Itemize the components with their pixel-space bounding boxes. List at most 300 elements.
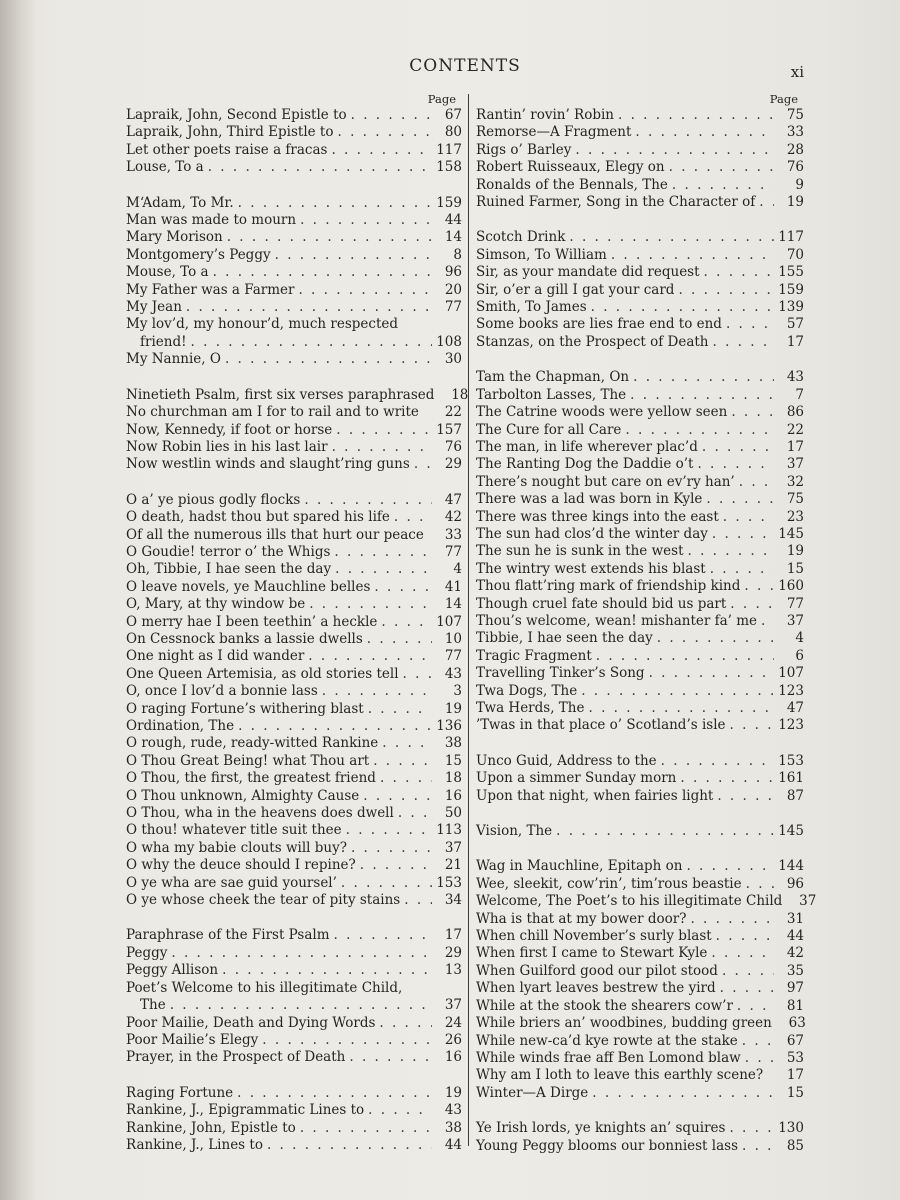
contents-entry	[476, 177, 804, 194]
leader-dots	[394, 805, 432, 822]
entry-page-number: 70	[786, 246, 804, 263]
contents-entry	[476, 264, 804, 281]
entry-title: When chill November’s surly blast	[476, 928, 712, 945]
entry-title: When Guilford good our pilot stood	[476, 962, 718, 979]
contents-entry	[126, 980, 462, 997]
entry-title: While at the stook the shearers cow’r	[476, 997, 733, 1014]
contents-entry	[476, 316, 804, 333]
entry-title: Winter—A Dirge	[476, 1084, 589, 1101]
entry-title: O wha my babie clouts will buy?	[126, 839, 347, 856]
section-gap	[476, 840, 804, 858]
leader-dots	[187, 334, 432, 351]
contents-entry	[476, 596, 804, 613]
contents-entry	[476, 439, 804, 456]
leader-dots	[571, 142, 774, 159]
leader-dots	[684, 543, 775, 560]
contents-entry	[126, 212, 462, 229]
entry-title: Why am I loth to leave this earthly scene?	[476, 1067, 764, 1084]
entry-page-number: 136	[436, 718, 462, 734]
entry-page-number: 17	[786, 1067, 804, 1084]
contents-entry	[126, 1137, 462, 1154]
contents-entry	[126, 229, 462, 246]
entry-title: Poor Mailie’s Elegy	[126, 1031, 259, 1048]
entry-page-number: 96	[444, 264, 462, 281]
entry-title: Peggy	[126, 944, 168, 961]
leader-dots	[300, 492, 432, 509]
entry-title: Scotch Drink	[476, 229, 566, 246]
entry-page-number: 7	[795, 386, 804, 403]
entry-title: O ye whose cheek the tear of pity stains	[126, 892, 401, 909]
entry-title: The Ranting Dog the Daddie o’t	[476, 456, 694, 473]
entry-page-number: 87	[786, 787, 804, 804]
entry-page-number: 18	[451, 386, 469, 403]
contents-entry	[476, 142, 804, 159]
entry-title: M‘Adam, To Mr.	[126, 194, 234, 211]
leader-dots	[741, 1050, 774, 1067]
contents-entry	[476, 107, 804, 124]
contents-entry	[476, 630, 804, 647]
entry-page-number: 44	[786, 928, 804, 945]
leader-dots	[716, 980, 774, 997]
entry-page-number: 157	[436, 421, 462, 438]
entry-title: Now westlin winds and slaught’ring guns	[126, 456, 410, 473]
leader-dots	[331, 561, 432, 578]
leader-dots	[318, 683, 432, 700]
entry-page-number: 37	[444, 839, 462, 856]
entry-page-number: 24	[444, 1014, 462, 1031]
leader-dots	[713, 788, 774, 805]
entry-title: Ordination, The	[126, 718, 235, 734]
entry-page-number: 44	[444, 212, 462, 229]
leader-dots	[552, 823, 774, 840]
entry-page-number: 96	[786, 875, 804, 892]
contents-entry	[476, 124, 804, 141]
entry-page-number: 38	[444, 735, 462, 752]
entry-title: Tam the Chapman, On	[476, 369, 630, 386]
contents-entry	[476, 369, 804, 386]
page-column-label: Page	[769, 92, 798, 106]
contents-entry	[126, 1085, 462, 1102]
contents-entry	[476, 717, 804, 734]
leader-dots	[296, 212, 432, 229]
contents-entry	[126, 544, 462, 561]
entry-title: Upon that night, when fairies light	[476, 787, 714, 804]
contents-entry	[126, 1032, 462, 1049]
entry-page-number: 80	[444, 124, 462, 141]
leader-dots	[233, 1085, 432, 1102]
contents-entry	[126, 334, 462, 351]
entry-title: Wee, sleekit, cow’rin’, tim’rous beastie	[476, 875, 742, 892]
contents-entry	[476, 159, 804, 176]
contents-entry	[126, 614, 462, 631]
entry-page-number: 43	[786, 369, 804, 386]
entry-title: Tarbolton Lasses, The	[476, 386, 627, 403]
leader-dots	[726, 596, 774, 613]
entry-title: Wha is that at my bower door?	[476, 910, 687, 927]
entry-page-number: 76	[444, 438, 462, 455]
leader-dots	[364, 701, 432, 718]
contents-entry	[126, 509, 462, 526]
entry-page-number: 44	[444, 1136, 462, 1153]
contents-entry	[476, 980, 804, 997]
leader-dots	[364, 1102, 432, 1119]
entry-page-number: 75	[786, 491, 804, 508]
entry-page-number: 37	[444, 997, 462, 1014]
entry-title: Travelling Tinker’s Song	[476, 665, 645, 682]
contents-entry	[476, 1015, 804, 1032]
contents-entry	[126, 857, 462, 874]
leader-dots	[221, 351, 432, 368]
entry-page-number: 19	[444, 700, 462, 717]
entry-page-number: 9	[795, 176, 804, 193]
leader-dots	[588, 1085, 774, 1102]
entry-title: Lapraik, John, Third Epistle to	[126, 124, 334, 141]
contents-entry	[476, 282, 804, 299]
contents-entry	[126, 927, 462, 944]
leader-dots	[234, 718, 432, 735]
section-gap	[476, 1102, 804, 1120]
contents-entry	[476, 543, 804, 560]
leader-dots	[356, 857, 432, 874]
contents-entry	[126, 822, 462, 839]
contents-entry	[476, 928, 804, 945]
leader-dots	[587, 299, 774, 316]
contents-entry	[126, 596, 462, 613]
entry-title: O thou! whatever title suit thee	[126, 822, 342, 839]
entry-page-number: 155	[778, 264, 804, 281]
leader-dots	[223, 229, 432, 246]
entry-title: The wintry west extends his blast	[476, 560, 706, 577]
contents-entry	[126, 648, 462, 665]
contents-entry	[126, 527, 462, 544]
entry-page-number: 4	[453, 561, 462, 578]
entry-page-number: 47	[444, 491, 462, 508]
entry-title: Though cruel fate should bid us part	[476, 595, 727, 612]
entry-title: Ronalds of the Bennals, The	[476, 176, 668, 193]
entry-title: My Father was a Farmer	[126, 281, 295, 298]
leader-dots	[234, 195, 432, 212]
entry-title: O, Mary, at thy window be	[126, 596, 306, 613]
entry-title: The sun he is sunk in the west	[476, 543, 684, 560]
leader-dots	[305, 596, 432, 613]
entry-page-number: 77	[444, 299, 462, 316]
entry-title: When lyart leaves bestrew the yird	[476, 980, 716, 997]
entry-page-number: 153	[778, 752, 804, 769]
entry-page-number: 30	[444, 351, 462, 368]
entry-title: Poet’s Welcome to his illegitimate Child,	[126, 979, 403, 996]
contents-entry	[476, 1050, 804, 1067]
leader-dots	[645, 665, 774, 682]
leader-dots	[742, 876, 774, 893]
page-folio: xi	[790, 63, 804, 81]
contents-entry	[476, 1085, 804, 1102]
entry-page-number: 20	[444, 281, 462, 298]
leader-dots	[719, 509, 774, 526]
leader-dots	[258, 1032, 432, 1049]
leader-dots	[757, 613, 774, 630]
leader-dots	[665, 159, 774, 176]
contents-entry	[126, 701, 462, 718]
contents-entry	[126, 770, 462, 787]
entry-title: Welcome, The Poet’s to his illegitimate Child	[476, 893, 783, 910]
entry-title: Vision, The	[476, 823, 553, 840]
leader-dots	[204, 159, 432, 176]
entry-page-number: 86	[786, 404, 804, 421]
leader-dots	[718, 963, 774, 980]
entry-title: O why the deuce should I repine?	[126, 857, 356, 874]
leader-dots	[722, 316, 774, 333]
entry-title: While new-ca’d kye rowte at the stake	[476, 1032, 738, 1049]
entry-title: Remorse—A Fragment	[476, 124, 632, 141]
leader-dots	[621, 422, 774, 439]
contents-entry	[476, 578, 804, 595]
entry-page-number: 3	[453, 683, 462, 700]
entry-title: Simson, To William	[476, 246, 607, 263]
entry-page-number: 145	[778, 525, 804, 542]
entry-title: Poor Mailie, Death and Dying Words	[126, 1014, 376, 1031]
leader-dots	[263, 1137, 432, 1154]
entry-page-number: 67	[444, 107, 462, 123]
entry-title: While winds frae aff Ben Lomond blaw	[476, 1049, 741, 1066]
leader-dots	[629, 369, 774, 386]
entry-title: The	[140, 997, 166, 1014]
contents-entry	[476, 1067, 804, 1084]
entry-title: Stanzas, on the Prospect of Death	[476, 333, 709, 350]
leader-dots	[626, 387, 774, 404]
leader-dots	[653, 630, 774, 647]
entry-page-number: 29	[444, 944, 462, 961]
entry-page-number: 13	[444, 962, 462, 979]
entry-title: Smith, To James	[476, 299, 587, 316]
entry-page-number: 77	[786, 595, 804, 612]
entry-title: friend!	[140, 333, 187, 350]
contents-entry	[126, 1102, 462, 1119]
entry-page-number: 47	[786, 700, 804, 716]
entry-page-number: 16	[444, 1049, 462, 1066]
entry-title: Young Peggy blooms our bonniest lass	[476, 1137, 738, 1154]
entry-page-number: 17	[786, 333, 804, 350]
entry-page-number: 130	[778, 1120, 804, 1137]
entry-title: Wag in Mauchline, Epitaph on	[476, 858, 683, 875]
leader-dots	[682, 858, 774, 875]
entry-title: There was a lad was born in Kyle	[476, 491, 703, 508]
contents-entry	[476, 229, 804, 246]
page-title: CONTENTS	[409, 56, 521, 76]
entry-page-number: 19	[786, 194, 804, 211]
entry-page-number: 153	[436, 874, 462, 891]
contents-entry	[476, 1120, 804, 1137]
leader-dots	[337, 875, 432, 892]
leader-dots	[577, 683, 774, 700]
contents-entry	[476, 858, 804, 875]
entry-title: The Catrine woods were yellow seen	[476, 404, 728, 421]
contents-entry	[476, 683, 804, 700]
entry-title: My lov’d, my honour’d, much respected	[126, 316, 399, 333]
leader-dots	[332, 422, 432, 439]
contents-entry	[126, 299, 462, 316]
contents-entry	[476, 561, 804, 578]
entry-title: On Cessnock banks a lassie dwells	[126, 630, 363, 647]
contents-entry	[476, 299, 804, 316]
binding-gutter	[0, 0, 36, 1200]
entry-page-number: 63	[788, 1015, 806, 1032]
entry-title: Man was made to mourn	[126, 212, 297, 229]
contents-entry	[126, 945, 462, 962]
page-column-label: Page	[427, 92, 456, 106]
contents-entry	[126, 404, 462, 421]
entry-title: Robert Ruisseaux, Elegy on	[476, 159, 665, 176]
leader-dots	[375, 1015, 432, 1032]
contents-entry	[126, 666, 462, 683]
entry-title: Sir, o’er a gill I gat your card	[476, 281, 675, 298]
entry-page-number: 37	[786, 612, 804, 629]
contents-entry	[126, 264, 462, 281]
entry-page-number: 18	[444, 770, 462, 787]
contents-entry	[126, 422, 462, 439]
entry-title: Louse, To a	[126, 159, 204, 176]
leader-dots	[327, 142, 432, 159]
contents-entry	[126, 683, 462, 700]
entry-page-number: 67	[786, 1032, 804, 1049]
entry-title: Thou flatt’ring mark of friendship kind	[476, 578, 741, 595]
leader-dots	[668, 177, 774, 194]
entry-page-number: 77	[444, 648, 462, 665]
entry-page-number: 97	[786, 980, 804, 997]
leader-dots	[727, 404, 774, 421]
contents-entry	[476, 247, 804, 264]
contents-entry	[126, 875, 462, 892]
entry-page-number: 139	[778, 299, 804, 316]
entry-page-number: 33	[786, 124, 804, 141]
leader-dots	[738, 1033, 774, 1050]
entry-title: When first I came to Stewart Kyle	[476, 945, 708, 962]
contents-entry	[126, 492, 462, 509]
entry-page-number: 42	[786, 945, 804, 962]
contents-entry	[126, 456, 462, 473]
entry-title: Mary Morison	[126, 229, 223, 246]
entry-title: Some books are lies frae end to end	[476, 316, 722, 333]
contents-entry	[476, 770, 804, 787]
column-divider	[468, 94, 469, 1146]
entry-title: Ruined Farmer, Song in the Character of	[476, 194, 756, 211]
leader-dots	[166, 997, 432, 1014]
leader-dots	[725, 1120, 774, 1137]
entry-title: O a’ ye pious godly flocks	[126, 491, 301, 508]
leader-dots	[296, 1120, 432, 1137]
entry-page-number: 4	[795, 630, 804, 647]
leader-dots	[399, 666, 432, 683]
leader-dots	[378, 735, 432, 752]
leader-dots	[702, 491, 774, 508]
entry-page-number: 43	[444, 665, 462, 682]
leader-dots	[738, 1138, 774, 1155]
entry-title: Peggy Allison	[126, 962, 219, 979]
entry-page-number: 28	[786, 141, 804, 158]
entry-title: O death, hadst thou but spared his life	[126, 509, 390, 526]
leader-dots	[740, 578, 774, 595]
entry-page-number: 15	[444, 752, 462, 769]
entry-title: Rankine, J., Epigrammatic Lines to	[126, 1102, 365, 1119]
entry-title: Sir, as your mandate did request	[476, 264, 700, 281]
contents-entry	[476, 422, 804, 439]
leader-dots	[733, 998, 774, 1015]
contents-entry	[476, 648, 804, 665]
contents-entry	[476, 998, 804, 1015]
leader-dots	[712, 928, 774, 945]
contents-entry	[476, 194, 804, 211]
contents-entry	[476, 893, 817, 910]
entry-page-number: 77	[444, 543, 462, 560]
contents-entry	[476, 665, 804, 682]
entry-title: Montgomery’s Peggy	[126, 246, 271, 263]
entry-title: Tragic Fragment	[476, 647, 592, 664]
contents-entry	[476, 613, 804, 630]
contents-entry	[126, 195, 462, 212]
entry-title: The Cure for all Care	[476, 421, 622, 438]
entry-page-number: 19	[444, 1084, 462, 1101]
entry-page-number: 107	[436, 613, 462, 630]
entry-title: Prayer, in the Prospect of Death	[126, 1049, 346, 1066]
leader-dots	[182, 299, 432, 316]
entry-page-number: 19	[786, 543, 804, 560]
entry-title: There was three kings into the east	[476, 508, 719, 525]
entry-title: O ye wha are sae guid yoursel’	[126, 874, 337, 891]
entry-page-number: 38	[444, 1119, 462, 1136]
leader-dots	[390, 509, 432, 526]
contents-entry	[126, 579, 462, 596]
entry-page-number: 37	[786, 456, 804, 473]
contents-entry	[126, 1015, 462, 1032]
entry-page-number: 158	[436, 159, 462, 176]
contents-entry	[126, 159, 462, 176]
entry-title: Oh, Tibbie, I hae seen the day	[126, 561, 332, 578]
leader-dots	[345, 1049, 432, 1066]
leader-dots	[676, 770, 774, 787]
section-gap	[476, 351, 804, 369]
leader-dots	[400, 892, 432, 909]
leader-dots	[726, 717, 774, 734]
entry-page-number: 34	[444, 892, 462, 909]
entry-page-number: 14	[444, 229, 462, 246]
entry-title: O Thou unknown, Almighty Cause	[126, 787, 360, 804]
contents-entry	[126, 1120, 462, 1137]
entry-page-number: 41	[444, 578, 462, 595]
entry-title: Twa Dogs, The	[476, 682, 578, 699]
section-gap	[126, 369, 462, 387]
section-gap	[476, 735, 804, 753]
entry-page-number: 161	[778, 770, 804, 787]
leader-dots	[706, 561, 774, 578]
entry-page-number: 75	[786, 107, 804, 123]
entry-title: Of all the numerous ills that hurt our peace	[126, 526, 424, 543]
contents-entry	[476, 404, 804, 421]
entry-title: Rantin’ rovin’ Robin	[476, 107, 614, 123]
contents-entry	[126, 351, 462, 368]
entry-page-number: 50	[444, 805, 462, 822]
entry-title: One Queen Artemisia, as old stories tell	[126, 665, 399, 682]
entry-title: Rankine, J., Lines to	[126, 1136, 263, 1153]
entry-page-number: 15	[786, 1084, 804, 1101]
entry-title: Lapraik, John, Second Epistle to	[126, 107, 347, 123]
leader-dots	[304, 648, 432, 665]
contents-entry	[126, 840, 462, 857]
entry-page-number: 42	[444, 509, 462, 526]
entry-title: O raging Fortune’s withering blast	[126, 700, 364, 717]
entry-page-number: 107	[778, 665, 804, 682]
contents-entry	[476, 387, 804, 404]
entry-page-number: 17	[444, 927, 462, 944]
leader-dots	[657, 753, 774, 770]
